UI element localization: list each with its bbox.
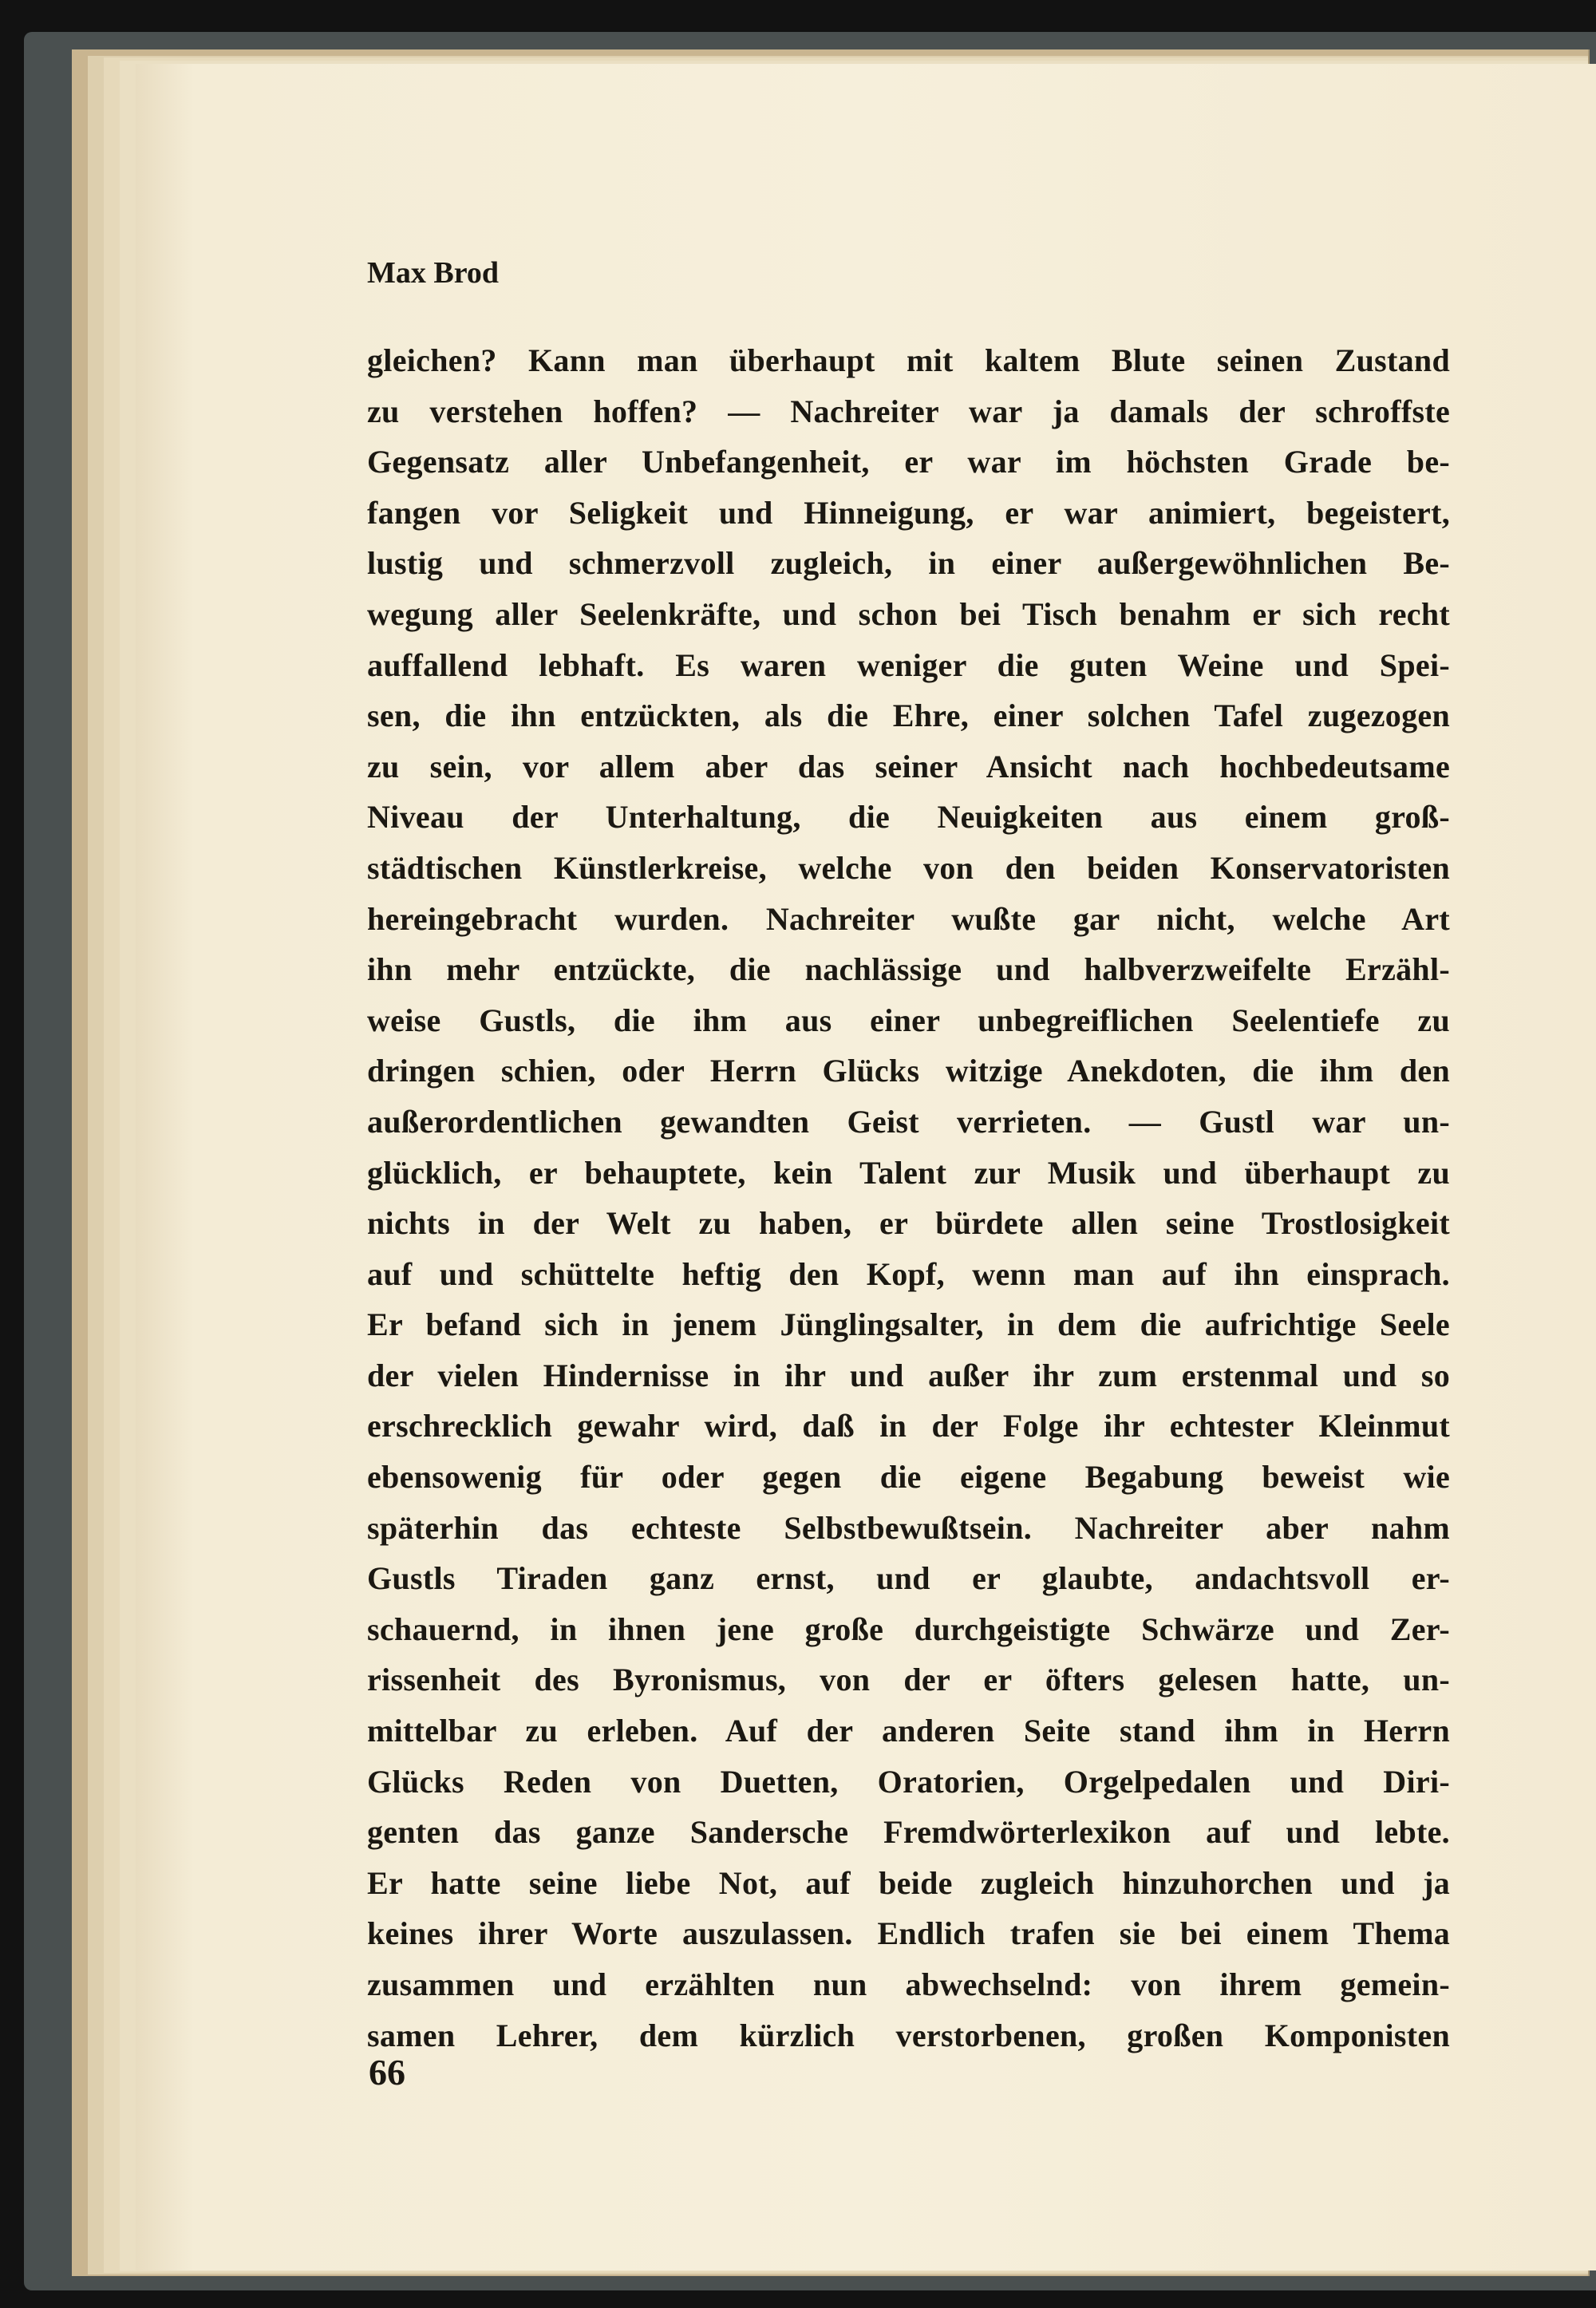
text-line: ebensowenig für oder gegen die eigene Begabung beweist wie [367,1459,1450,1496]
text-line: Gegensatz aller Unbefangenheit, er war im höchsten Grade be- [367,444,1450,480]
text-line: glücklich, er behauptete, kein Talent zur Musik und überhaupt zu [367,1154,1450,1191]
text-line: lustig und schmerzvoll zugleich, in einer außergewöhnlichen Be- [367,545,1450,582]
text-line: Er befand sich in jenem Jünglingsalter, in dem die aufrichtige Seele [367,1306,1450,1343]
text-line: schauernd, in ihnen jene große durchgeistigte Schwärze und Zer- [367,1610,1450,1647]
text-line: samen Lehrer, dem kürzlich verstorbenen, großen Komponisten [367,2017,1450,2053]
running-head: Max Brod [367,256,500,290]
text-line: erschrecklich gewahr wird, daß in der Folge ihr echtester Kleinmut [367,1408,1450,1444]
text-line: der vielen Hindernisse in ihr und außer ihr zum erstenmal und so [367,1357,1450,1393]
text-line: zu sein, vor allem aber das seiner Ansicht nach hochbedeutsame [367,748,1450,784]
text-line: rissenheit des Byronismus, von der er öfters gelesen hatte, un- [367,1662,1450,1698]
text-line: städtischen Künstlerkreise, welche von den beiden Konservatoristen [367,849,1450,886]
text-line: außerordentlichen gewandten Geist verrieten. — Gustl war un- [367,1103,1450,1140]
text-line: hereingebracht wurden. Nachreiter wußte gar nicht, welche Art [367,900,1450,937]
text-line: Gustls Tiraden ganz ernst, und er glaubte, andachtsvoll er- [367,1560,1450,1597]
text-line: fangen vor Seligkeit und Hinneigung, er war animiert, begeistert, [367,494,1450,531]
page-number: 66 [369,2052,405,2093]
text-line: Er hatte seine liebe Not, auf beide zugleich hinzuhorchen und ja [367,1864,1450,1901]
text-line: sen, die ihn entzückten, als die Ehre, einer solchen Tafel zugezogen [367,698,1450,734]
text-line: auf und schüttelte heftig den Kopf, wenn man auf ihn einsprach. [367,1255,1450,1292]
text-line: nichts in der Welt zu haben, er bürdete allen seine Trostlosigkeit [367,1205,1450,1242]
text-line: späterhin das echteste Selbstbewußtsein. Nachreiter aber nahm [367,1509,1450,1546]
text-line: keines ihrer Worte auszulassen. Endlich trafen sie bei einem Thema [367,1915,1450,1952]
text-line: gleichen? Kann man überhaupt mit kaltem Blute seinen Zustand [367,342,1450,378]
text-line: ihn mehr entzückte, die nachlässige und halbverzweifelte Erzähl- [367,951,1450,988]
text-line: wegung aller Seelenkräfte, und schon bei Tisch benahm er sich recht [367,595,1450,632]
text-line: Glücks Reden von Duetten, Oratorien, Orgelpedalen und Diri- [367,1763,1450,1800]
text-line: auffallend lebhaft. Es waren weniger die guten Weine und Spei- [367,646,1450,683]
text-line: weise Gustls, die ihm aus einer unbegreiflichen Seelentiefe zu [367,1002,1450,1038]
body-text [367,335,1450,2061]
text-line: zusammen und erzählten nun abwechselnd: von ihrem gemein- [367,1966,1450,2002]
text-line: zu verstehen hoffen? — Nachreiter war ja damals der schroffste [367,393,1450,429]
text-line: dringen schien, oder Herrn Glücks witzige Anekdoten, die ihm den [367,1053,1450,1089]
text-line: mittelbar zu erleben. Auf der anderen Seite stand ihm in Herrn [367,1713,1450,1749]
text-line: genten das ganze Sandersche Fremdwörterlexikon auf und lebte. [367,1814,1450,1851]
text-line: Niveau der Unterhaltung, die Neuigkeiten aus einem groß- [367,799,1450,836]
